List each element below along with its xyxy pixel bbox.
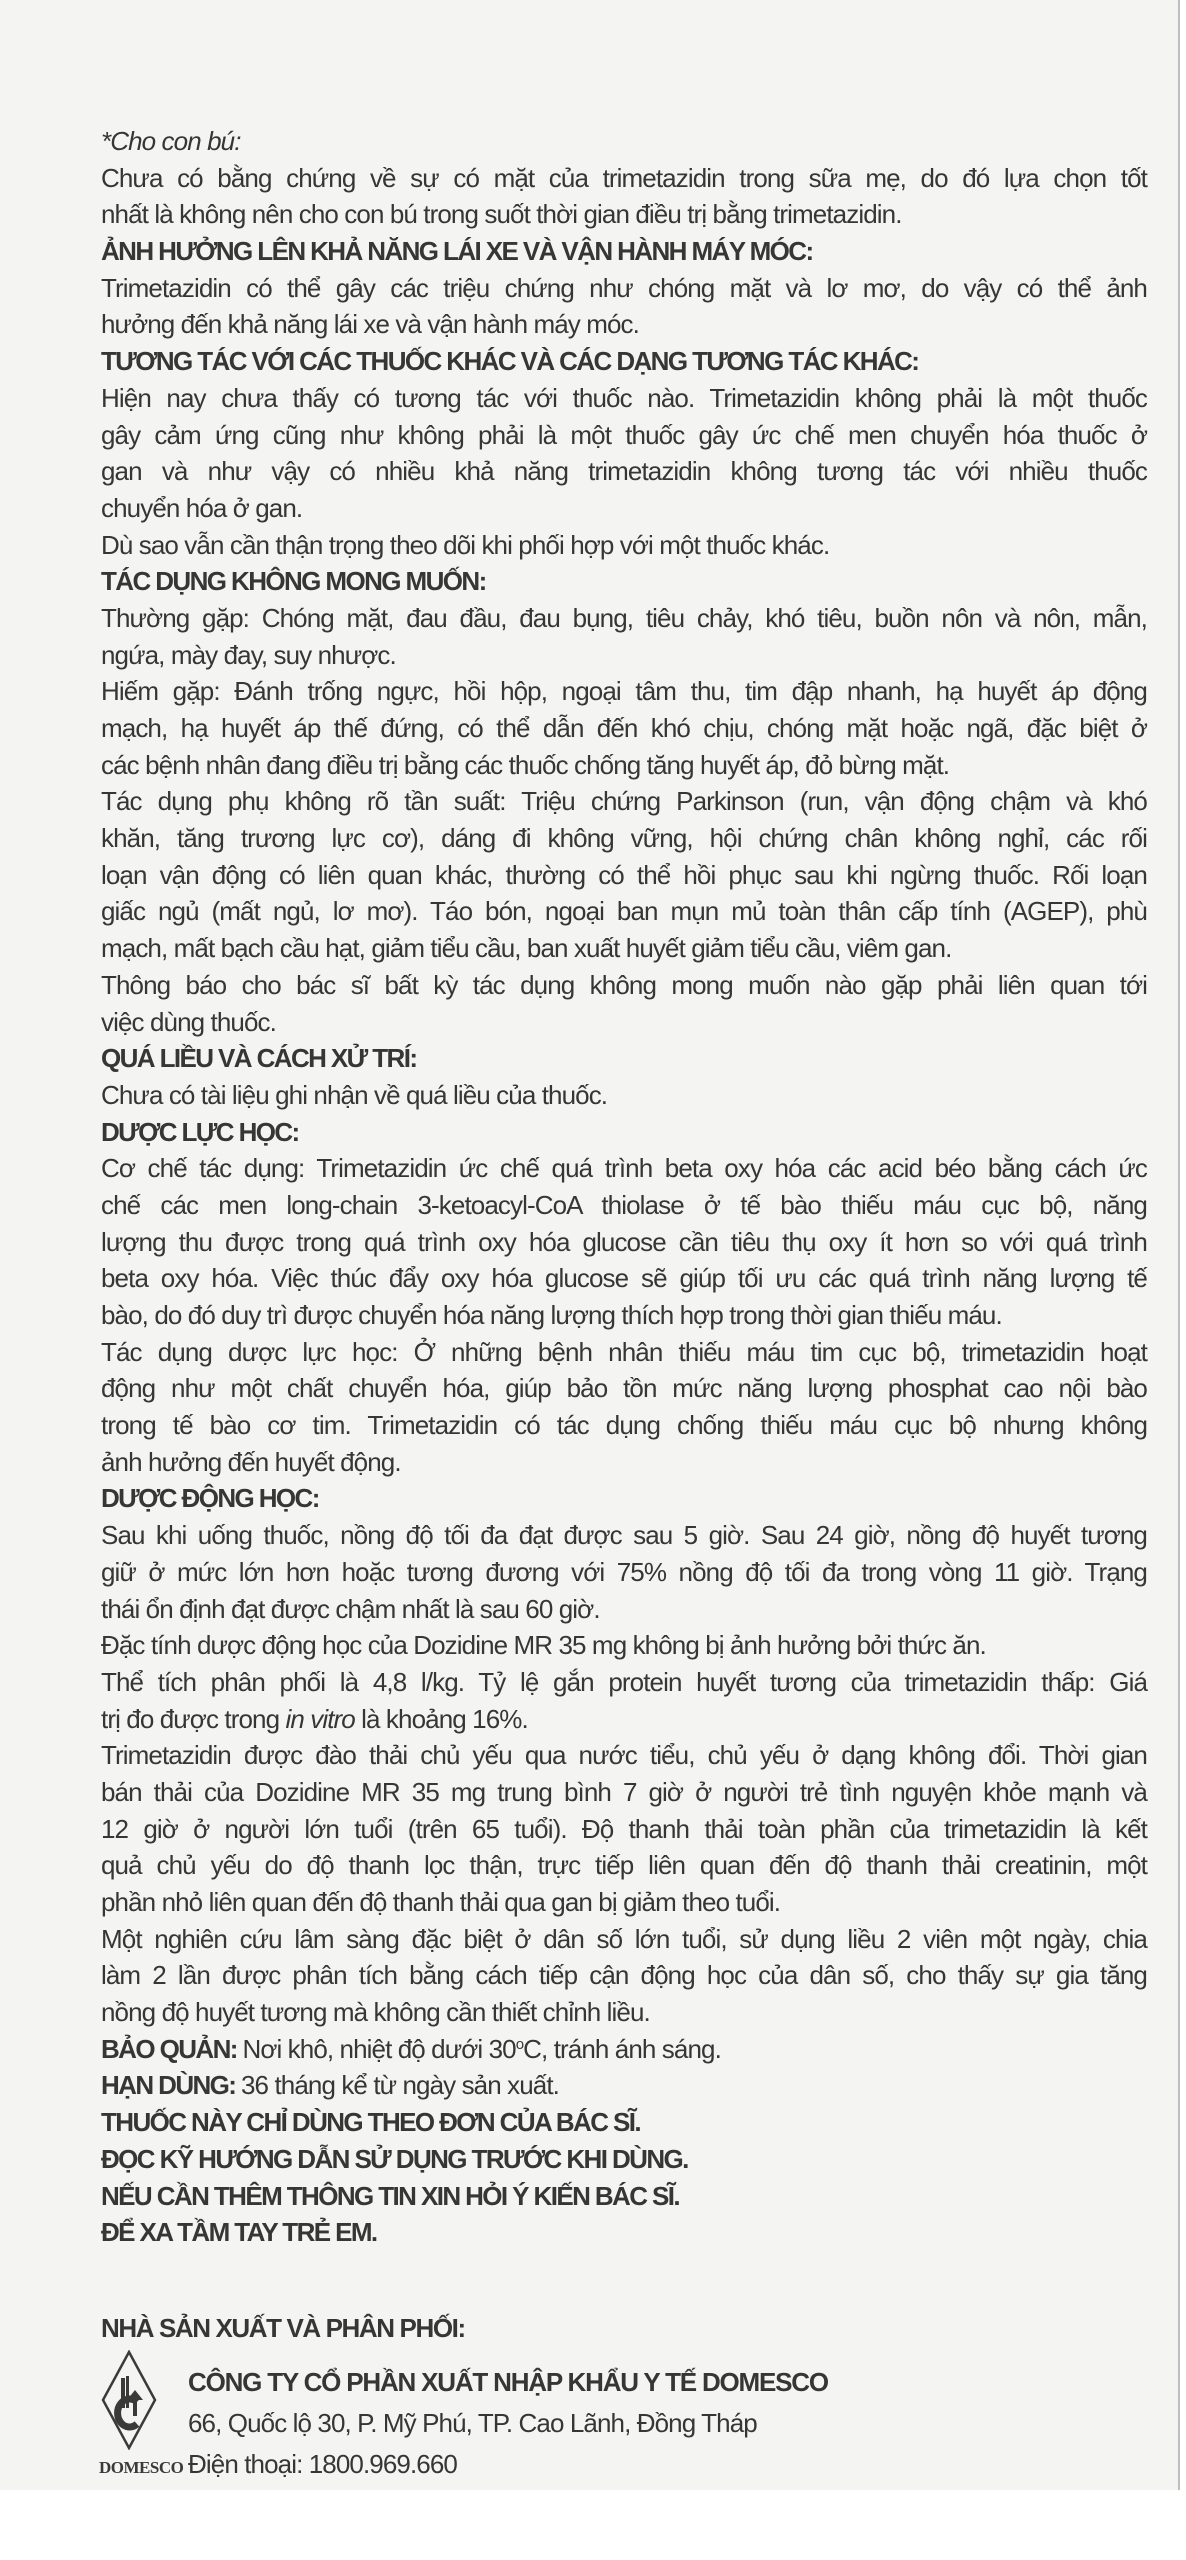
text-line: beta oxy hóa. Việc thúc đẩy oxy hóa glucose sẽ giúp tối ưu các quá trình năng lượng tế — [101, 1263, 1147, 1294]
section-heading — [101, 1114, 1147, 1151]
text-line: Hiện nay chưa thấy có tương tác với thuốc nào. Trimetazidin không phải là một thuốc — [101, 382, 1147, 413]
manufacturer-section — [99, 2310, 1147, 2479]
text-line — [101, 1701, 1147, 1738]
text-line: chuyển hóa ở gan. — [101, 492, 303, 523]
text-line: hưởng đến khả năng lái xe và vận hành máy móc. — [101, 309, 639, 340]
text-line: Thể tích phân phối là 4,8 l/kg. Tỷ lệ gắn protein huyết tương của trimetazidin thấp: Giá — [101, 1666, 1147, 1697]
text-segment: 36 tháng kể từ ngày sản xuất. — [241, 2070, 559, 2101]
text-line: Thông báo cho bác sĩ bất kỳ tác dụng không mong muốn nào gặp phải liên quan tới — [101, 969, 1147, 1000]
text-line: *Cho con bú: — [101, 126, 241, 156]
text-line: các bệnh nhân đang điều trị bằng các thuốc chống tăng huyết áp, đỏ bừng mặt. — [101, 749, 950, 780]
text-line: Chưa có tài liệu ghi nhận về quá liều của thuốc. — [101, 1079, 608, 1110]
text-segment: in vitro — [285, 1703, 355, 1734]
text-line: chế các men long-chain 3-ketoacyl-CoA thiolase ở tế bào thiếu máu cục bộ, năng — [101, 1189, 1147, 1220]
text-line: DƯỢC ĐỘNG HỌC: — [101, 1483, 319, 1514]
paragraph — [101, 1150, 1147, 1333]
text-line: Cơ chế tác dụng: Trimetazidin ức chế quá trình beta oxy hóa các acid béo bằng cách ức — [101, 1153, 1147, 1184]
text-line: nồng độ huyết tương mà không cần thiết chỉnh liều. — [101, 1997, 650, 2028]
company-address: 66, Quốc lộ 30, P. Mỹ Phú, TP. Cao Lãnh, Đồng Tháp — [188, 2408, 757, 2438]
paragraph — [101, 1921, 1147, 2031]
inline-label: BẢO QUẢN: — [101, 2033, 243, 2064]
text-line: việc dùng thuốc. — [101, 1006, 276, 1037]
text-line — [101, 2067, 1147, 2104]
text-line: Trimetazidin được đào thải chủ yếu qua nước tiểu, chủ yếu ở dạng không đổi. Thời gian — [101, 1740, 1147, 1771]
text-line: TƯƠNG TÁC VỚI CÁC THUỐC KHÁC VÀ CÁC DẠNG TƯƠNG TÁC KHÁC: — [101, 346, 919, 377]
text-segment: trị đo được trong — [101, 1703, 286, 1734]
text-segment: C, tránh ánh sáng. — [523, 2033, 721, 2064]
text-line: phần nhỏ liên quan đến độ thanh thải qua gan bị giảm theo tuổi. — [101, 1887, 781, 1917]
text-line: giấc ngủ (mất ngủ, lơ mơ). Táo bón, ngoại ban mụn mủ toàn thân cấp tính (AGEP), phù — [101, 896, 1147, 927]
paragraph — [101, 160, 1147, 233]
text-line: ĐỌC KỸ HƯỚNG DẪN SỬ DỤNG TRƯỚC KHI DÙNG. — [101, 2143, 688, 2174]
text-line: loạn vận động có liên quan khác, thường có thể hồi phục sau khi ngừng thuốc. Rối loạn — [101, 859, 1147, 890]
paragraph — [101, 1737, 1147, 1920]
text-line: ảnh hưởng đến huyết động. — [101, 1446, 401, 1477]
text-line: Hiếm gặp: Đánh trống ngực, hồi hộp, ngoại tâm thu, tim đập nhanh, hạ huyết áp động — [101, 676, 1147, 707]
paragraph — [101, 1664, 1147, 1737]
text-line: ngứa, mày đay, suy nhược. — [101, 639, 396, 670]
paragraph — [101, 967, 1147, 1040]
text-line: trong tế bào cơ tim. Trimetazidin có tác dụng chống thiếu máu cục bộ nhưng không — [101, 1410, 1147, 1441]
text-line: khăn, tăng trương lực cơ), dáng đi không vững, hội chứng chân không nghỉ, các rối — [101, 823, 1147, 854]
leaflet-content — [101, 123, 1147, 2251]
section-heading — [101, 2104, 1147, 2251]
paragraph — [101, 673, 1147, 783]
text-line: nhất là không nên cho con bú trong suốt thời gian điều trị bằng trimetazidin. — [101, 199, 902, 230]
text-line: gây cảm ứng cũng như không phải là một thuốc gây ức chế men chuyển hóa thuốc ở — [101, 419, 1147, 450]
text-line: DƯỢC LỰC HỌC: — [101, 1116, 299, 1147]
inline-label: HẠN DÙNG: — [101, 2070, 241, 2101]
text-line: Dù sao vẫn cần thận trọng theo dõi khi phối hợp với một thuốc khác. — [101, 529, 830, 560]
paragraph — [101, 1517, 1147, 1627]
paragraph — [101, 1077, 1147, 1114]
text-line: QUÁ LIỀU VÀ CÁCH XỬ TRÍ: — [101, 1043, 417, 1074]
text-line: Tác dụng phụ không rõ tần suất: Triệu chứng Parkinson (run, vận động chậm và khó — [101, 786, 1147, 817]
text-line: Một nghiên cứu lâm sàng đặc biệt ở dân số lớn tuổi, sử dụng liều 2 viên một ngày, chia — [101, 1923, 1147, 1954]
text-line: thái ổn định đạt được chậm nhất là sau 60 giờ. — [101, 1593, 600, 1624]
section-heading — [101, 563, 1147, 600]
text-line: Tác dụng dược lực học: Ở những bệnh nhân thiếu máu tim cục bộ, trimetazidin hoạt — [101, 1336, 1147, 1367]
domesco-logo — [99, 2350, 184, 2477]
text-segment: Nơi khô, nhiệt độ dưới 30 — [242, 2033, 516, 2064]
section-heading — [101, 1480, 1147, 1517]
text-line: Sau khi uống thuốc, nồng độ tối đa đạt được sau 5 giờ. Sau 24 giờ, nồng độ huyết tương — [101, 1520, 1147, 1551]
manufacturer-heading: NHÀ SẢN XUẤT VÀ PHÂN PHỐI: — [101, 2313, 465, 2343]
text-line: giữ ở mức lớn hơn hoặc tương đương với 75% nồng độ tối đa trong vòng 11 giờ. Trạng — [101, 1556, 1147, 1587]
text-line: mạch, mất bạch cầu hạt, giảm tiểu cầu, ban xuất huyết giảm tiểu cầu, viêm gan. — [101, 933, 952, 964]
paragraph — [101, 2067, 1147, 2104]
text-line: ĐỂ XA TẦM TAY TRẺ EM. — [101, 2217, 377, 2248]
paragraph — [101, 1627, 1147, 1664]
paragraph — [101, 783, 1147, 966]
paragraph — [101, 527, 1147, 564]
text-segment: o — [515, 2035, 524, 2053]
text-line: Trimetazidin có thể gây các triệu chứng như chóng mặt và lơ mơ, do vậy có thể ảnh — [101, 272, 1147, 303]
section-heading — [101, 343, 1147, 380]
paragraph — [101, 270, 1147, 343]
text-line: 12 giờ ở người lớn tuổi (trên 65 tuổi). Độ thanh thải toàn phần của trimetazidin là kết — [101, 1813, 1147, 1844]
text-line — [101, 2031, 1147, 2068]
text-line: làm 2 lần được phân tích bằng cách tiếp cận động học của dân số, cho thấy sự gia tăng — [101, 1960, 1147, 1991]
text-line: Thường gặp: Chóng mặt, đau đầu, đau bụng, tiêu chảy, khó tiêu, buồn nôn và nôn, mẫn, — [101, 602, 1147, 633]
text-line: Chưa có bằng chứng về sự có mặt của trimetazidin trong sữa mẹ, do đó lựa chọn tốt — [101, 162, 1147, 193]
company-info — [188, 2362, 828, 2485]
text-line: bán thải của Dozidine MR 35 mg trung bình 7 giờ ở người trẻ tình nguyện khỏe mạnh và — [101, 1776, 1147, 1807]
text-line: động như một chất chuyển hóa, giúp bảo tồn mức năng lượng phosphat cao nội bào — [101, 1373, 1147, 1404]
text-line: Đặc tính dược động học của Dozidine MR 35 mg không bị ảnh hưởng bởi thức ăn. — [101, 1630, 986, 1661]
subheading — [101, 123, 1147, 160]
paragraph — [101, 2031, 1147, 2068]
text-line: bào, do đó duy trì được chuyển hóa năng lượng thích hợp trong thời gian thiếu máu. — [101, 1300, 1002, 1330]
text-line: mạch, hạ huyết áp thế đứng, có thể dẫn đến khó chịu, chóng mặt hoặc ngã, đặc biệt ở — [101, 713, 1147, 743]
section-heading — [101, 1040, 1147, 1077]
section-heading — [101, 233, 1147, 270]
paragraph — [101, 380, 1147, 527]
text-line: gan và như vậy có nhiều khả năng trimetazidin không tương tác với nhiều thuốc — [101, 456, 1147, 487]
text-segment: là khoảng 16%. — [354, 1703, 528, 1734]
text-line: lượng thu được trong quá trình oxy hóa glucose cần tiêu thụ oxy ít hơn so với quá trình — [101, 1226, 1147, 1257]
text-line: quả chủ yếu do độ thanh lọc thận, trực tiếp liên quan đến độ thanh thải creatinin, một — [101, 1850, 1147, 1881]
domesco-logo-icon — [101, 2350, 157, 2450]
text-line: THUỐC NÀY CHỈ DÙNG THEO ĐƠN CỦA BÁC SĨ. — [101, 2107, 641, 2138]
paragraph — [101, 600, 1147, 673]
company-name: CÔNG TY CỔ PHẦN XUẤT NHẬP KHẨU Y TẾ DOMESCO — [188, 2367, 828, 2397]
text-line: ẢNH HƯỞNG LÊN KHẢ NĂNG LÁI XE VÀ VẬN HÀNH MÁY MÓC: — [101, 236, 813, 267]
text-line: NẾU CẦN THÊM THÔNG TIN XIN HỎI Ý KIẾN BÁC SĨ. — [101, 2180, 680, 2211]
company-phone: Điện thoại: 1800.969.660 — [188, 2449, 457, 2479]
paragraph — [101, 1334, 1147, 1481]
logo-text: DOMESCO — [99, 2458, 184, 2477]
text-line: TÁC DỤNG KHÔNG MONG MUỐN: — [101, 566, 486, 597]
